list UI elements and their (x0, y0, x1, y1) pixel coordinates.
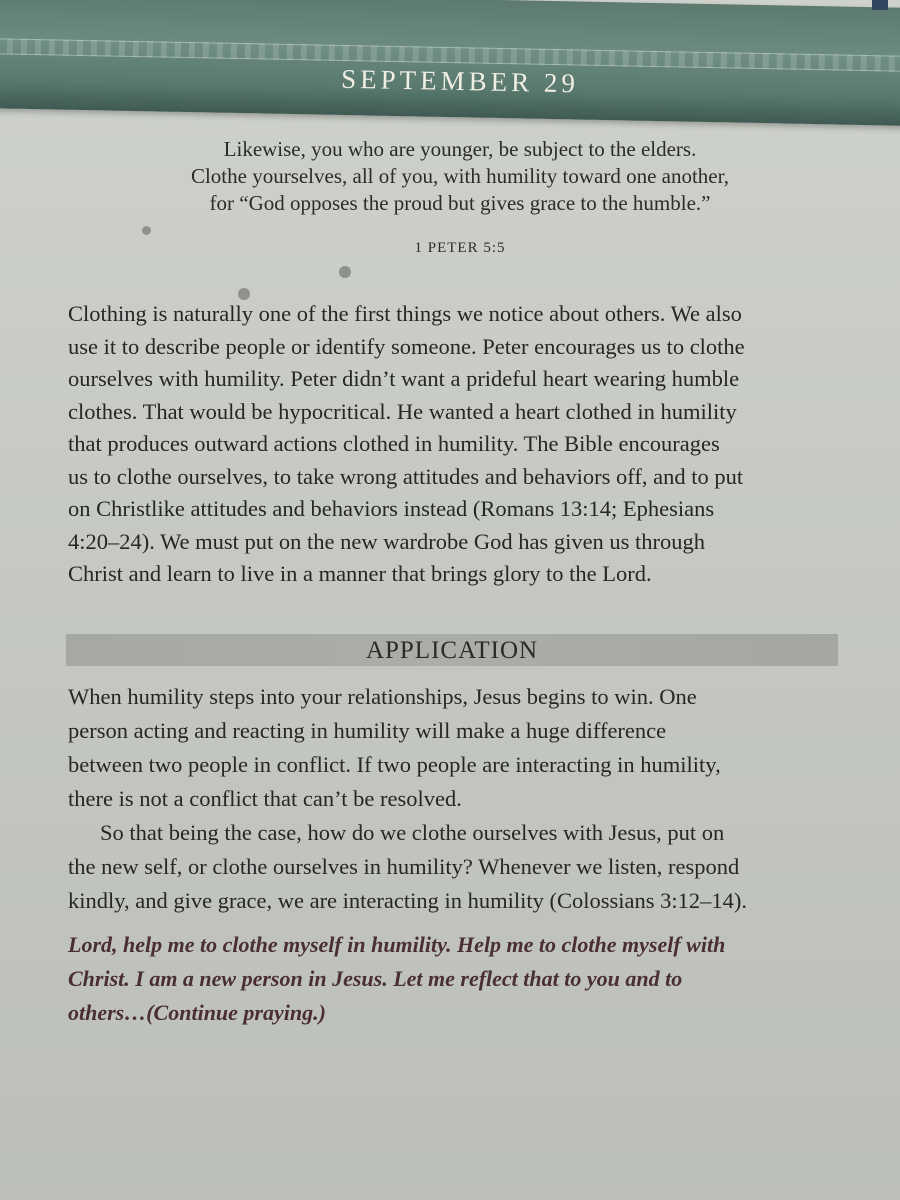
verse-line: for “God opposes the proud but gives grace to the humble.” (209, 191, 711, 215)
paragraph-line: clothes. That would be hypocritical. He wanted a heart clothed in humility (68, 398, 737, 424)
devotional-paragraph (68, 298, 848, 591)
corner-mark (872, 0, 888, 10)
prayer-paragraph (68, 928, 848, 1030)
application-heading: APPLICATION (365, 637, 539, 664)
prayer-line: Lord, help me to clothe myself in humility. Help me to clothe myself with (68, 932, 726, 957)
paragraph-line: 4:20–24). We must put on the new wardrobe God has given us through (68, 528, 706, 554)
paragraph-line: So that being the case, how do we clothe ourselves with Jesus, put on (100, 820, 725, 845)
verse-reference: 1 PETER 5:5 (414, 240, 506, 256)
verse-line: Likewise, you who are younger, be subject to the elders. (223, 137, 697, 161)
paragraph-line: us to clothe ourselves, to take wrong attitudes and behaviors off, and to put (68, 463, 744, 489)
paragraph-line: kindly, and give grace, we are interacting in humility (Colossians 3:12–14). (68, 888, 748, 913)
application-paragraph (68, 680, 858, 918)
verse-line: Clothe yourselves, all of you, with humility toward one another, (190, 164, 730, 188)
paragraph-line: the new self, or clothe ourselves in humility? Whenever we listen, respond (68, 854, 740, 879)
paper-speck (339, 266, 351, 278)
page-date-title: SEPTEMBER 29 (340, 63, 580, 99)
paragraph-line: use it to describe people or identify someone. Peter encourages us to clothe (68, 333, 745, 359)
prayer-line: Christ. I am a new person in Jesus. Let me reflect that to you and to (68, 966, 683, 991)
paragraph-line: Christ and learn to live in a manner that brings glory to the Lord. (68, 561, 652, 586)
paragraph-line: there is not a conflict that can’t be resolved. (68, 786, 462, 811)
paragraph-line: ourselves with humility. Peter didn’t want a prideful heart wearing humble (68, 366, 740, 391)
paper-speck (142, 226, 151, 235)
paragraph-line: person acting and reacting in humility will make a huge difference (68, 718, 667, 743)
scripture-verse (110, 136, 810, 217)
paragraph-line: between two people in conflict. If two people are interacting in humility, (68, 752, 721, 777)
paragraph-line: on Christlike attitudes and behaviors instead (Romans 13:14; Ephesians (68, 496, 715, 521)
paragraph-line: that produces outward actions clothed in humility. The Bible encourages (68, 431, 720, 456)
paragraph-line: When humility steps into your relationships, Jesus begins to win. One (68, 684, 697, 709)
paragraph-line: Clothing is naturally one of the first things we notice about others. We also (68, 301, 742, 326)
prayer-line: others…(Continue praying.) (68, 1000, 326, 1025)
